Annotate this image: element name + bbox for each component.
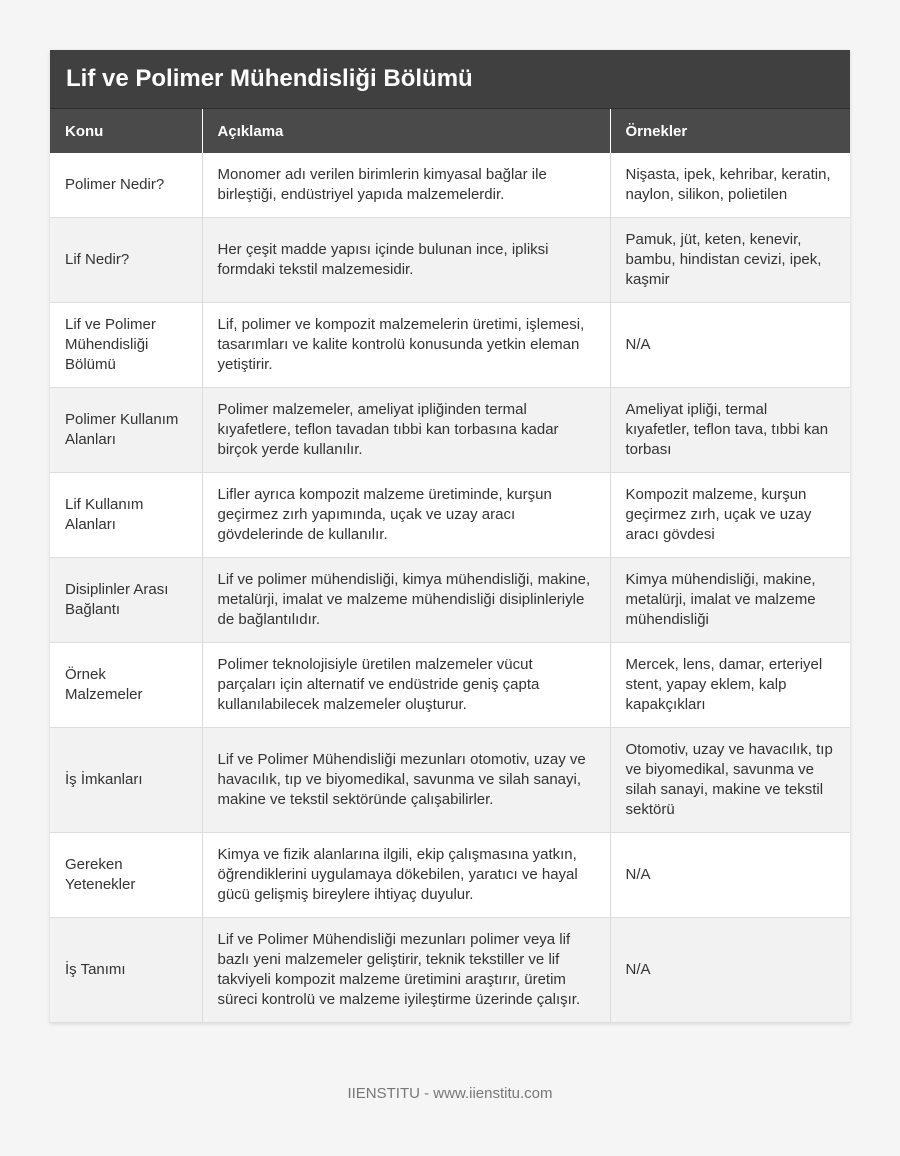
table-row — [50, 473, 850, 558]
table-card — [50, 50, 850, 1023]
topic-cell: İş İmkanları — [50, 728, 202, 833]
header-row — [50, 109, 850, 153]
description-cell: Lif ve Polimer Mühendisliği mezunları otomotiv, uzay ve havacılık, tıp ve biyomedikal, savunma ve silah sanayi, makine ve tekstil sektöründe çalışabilirler. — [202, 728, 610, 833]
table-title: Lif ve Polimer Mühendisliği Bölümü — [50, 50, 850, 109]
topic-cell: Örnek Malzemeler — [50, 643, 202, 728]
table-row — [50, 918, 850, 1023]
examples-cell: Kompozit malzeme, kurşun geçirmez zırh, uçak ve uzay aracı gövdesi — [610, 473, 850, 558]
column-header-examples: Örnekler — [610, 109, 850, 153]
examples-cell: Pamuk, jüt, keten, kenevir, bambu, hindistan cevizi, ipek, kaşmir — [610, 218, 850, 303]
description-cell: Lif ve Polimer Mühendisliği mezunları polimer veya lif bazlı yeni malzemeler geliştirir, teknik tekstiller ve lif takviyeli kompozit malzeme üretimini araştırır, üretim süreci kontrolü ve malzeme iyileştirme üzerinde çalışır. — [202, 918, 610, 1023]
table-body — [50, 153, 850, 1023]
info-table — [50, 109, 850, 1023]
table-row — [50, 728, 850, 833]
topic-cell: Polimer Nedir? — [50, 153, 202, 218]
description-cell: Kimya ve fizik alanlarına ilgili, ekip çalışmasına yatkın, öğrendiklerini uygulamaya dökebilen, yaratıcı ve hayal gücü gelişmiş bireylere ihtiyaç duyulur. — [202, 833, 610, 918]
examples-cell: N/A — [610, 303, 850, 388]
table-row — [50, 643, 850, 728]
examples-cell: Nişasta, ipek, kehribar, keratin, naylon, silikon, polietilen — [610, 153, 850, 218]
description-cell: Lifler ayrıca kompozit malzeme üretiminde, kurşun geçirmez zırh yapımında, uçak ve uzay aracı gövdelerinde de kullanılır. — [202, 473, 610, 558]
description-cell: Her çeşit madde yapısı içinde bulunan ince, ipliksi formdaki tekstil malzemesidir. — [202, 218, 610, 303]
description-cell: Polimer malzemeler, ameliyat ipliğinden termal kıyafetlere, teflon tavadan tıbbi kan torbasına kadar birçok yerde kullanılır. — [202, 388, 610, 473]
topic-cell: Disiplinler Arası Bağlantı — [50, 558, 202, 643]
examples-cell: Mercek, lens, damar, erteriyel stent, yapay eklem, kalp kapakçıkları — [610, 643, 850, 728]
column-header-description: Açıklama — [202, 109, 610, 153]
description-cell: Lif ve polimer mühendisliği, kimya mühendisliği, makine, metalürji, imalat ve malzeme mühendisliği disiplinleriyle de bağlantılıdır. — [202, 558, 610, 643]
topic-cell: Lif ve Polimer Mühendisliği Bölümü — [50, 303, 202, 388]
description-cell: Monomer adı verilen birimlerin kimyasal bağlar ile birleştiği, endüstriyel yapıda malzemelerdir. — [202, 153, 610, 218]
table-row — [50, 218, 850, 303]
description-cell: Lif, polimer ve kompozit malzemelerin üretimi, işlemesi, tasarımları ve kalite kontrolü konusunda yetkin eleman yetiştirir. — [202, 303, 610, 388]
table-row — [50, 303, 850, 388]
table-row — [50, 388, 850, 473]
examples-cell: N/A — [610, 833, 850, 918]
topic-cell: Polimer Kullanım Alanları — [50, 388, 202, 473]
examples-cell: Kimya mühendisliği, makine, metalürji, imalat ve malzeme mühendisliği — [610, 558, 850, 643]
table-row — [50, 153, 850, 218]
column-header-topic: Konu — [50, 109, 202, 153]
topic-cell: Gereken Yetenekler — [50, 833, 202, 918]
topic-cell: Lif Nedir? — [50, 218, 202, 303]
examples-cell: Otomotiv, uzay ve havacılık, tıp ve biyomedikal, savunma ve silah sanayi, makine ve tekstil sektörü — [610, 728, 850, 833]
table-row — [50, 558, 850, 643]
topic-cell: İş Tanımı — [50, 918, 202, 1023]
description-cell: Polimer teknolojisiyle üretilen malzemeler vücut parçaları için alternatif ve endüstride geniş çapta kullanılabilecek malzemeler oluşturur. — [202, 643, 610, 728]
examples-cell: Ameliyat ipliği, termal kıyafetler, teflon tava, tıbbi kan torbası — [610, 388, 850, 473]
footer-credit: IIENSTITU - www.iienstitu.com — [347, 1085, 553, 1102]
topic-cell: Lif Kullanım Alanları — [50, 473, 202, 558]
table-row — [50, 833, 850, 918]
examples-cell: N/A — [610, 918, 850, 1023]
